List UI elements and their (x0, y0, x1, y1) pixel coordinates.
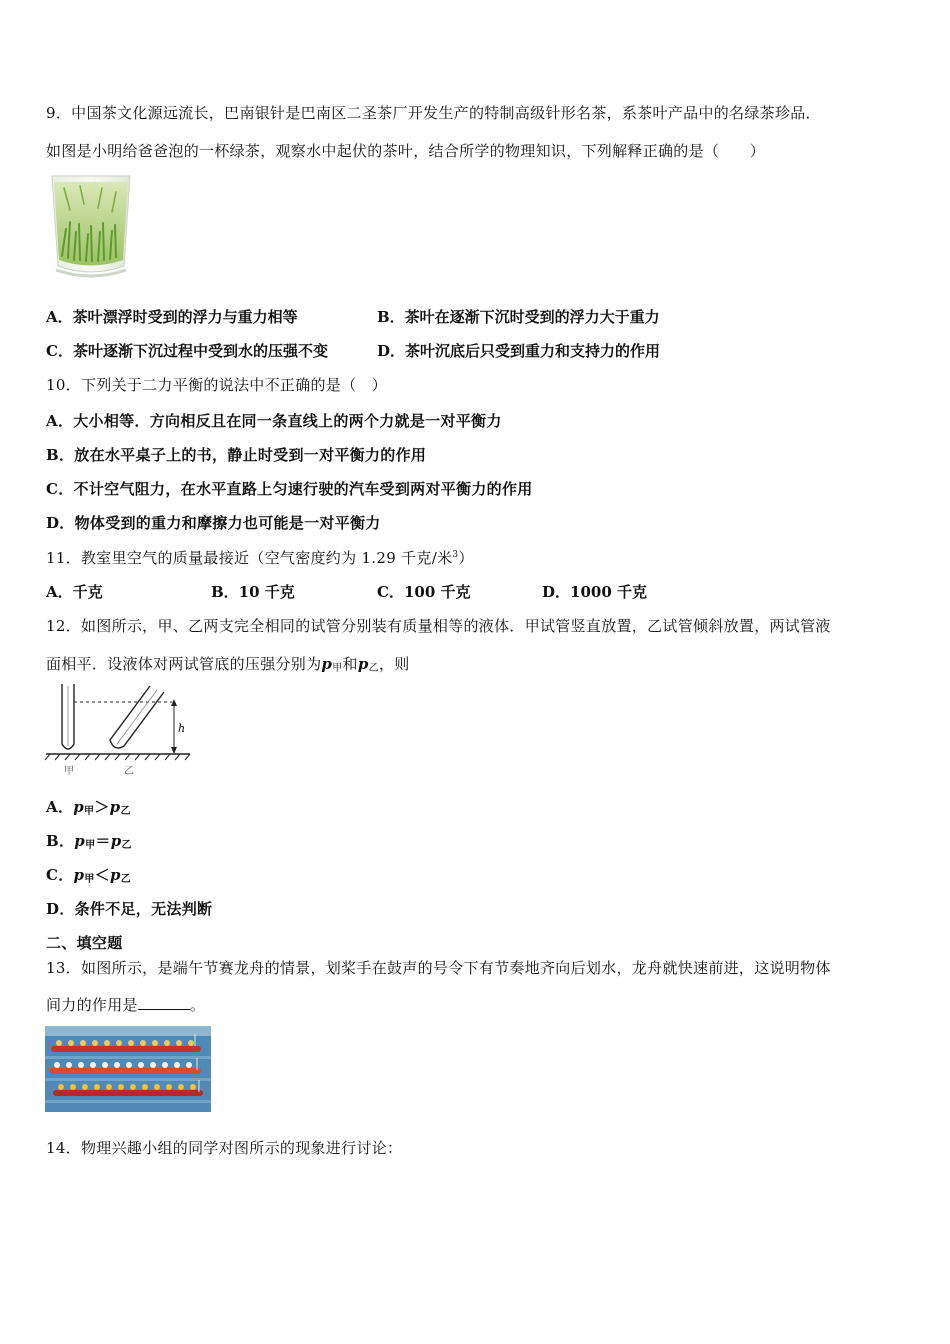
q11-option-b: B．10 千克 (211, 583, 295, 601)
fig-label-h: h (178, 722, 186, 735)
q12-stem-line2 (46, 653, 410, 674)
dragon-boat-race-image (45, 1026, 211, 1112)
q11-stem-end: ） (458, 549, 474, 567)
q12-c-p-yi: p (109, 866, 121, 884)
q12-stem-line1: 12．如图所示，甲、乙两支完全相同的试管分别装有质量相等的液体．甲试管竖直放置，乙试管倾斜放置，两试管液 (46, 617, 831, 635)
q11-option-a: A．千克 (46, 583, 103, 601)
q9-option-d: D．茶叶沉底后只受到重力和支持力的作用 (377, 342, 661, 360)
q13-stem-line1: 13．如图所示，是端午节赛龙舟的情景，划桨手在鼓声的号令下有节奏地齐向后划水，龙舟就快速前进，这说明物体 (46, 959, 831, 977)
q11-option-d: D．1000 千克 (542, 583, 647, 601)
q10-option-b: B．放在水平桌子上的书，静止时受到一对平衡力的作用 (46, 446, 427, 464)
q10-option-a: A．大小相等．方向相反且在同一条直线上的两个力就是一对平衡力 (46, 412, 502, 430)
q12-c-sub-jia: 甲 (84, 874, 95, 885)
q9-stem-line1: 9．中国茶文化源远流长，巴南银针是巴南区二圣茶厂开发生产的特制高级针形名茶，系茶叶产品中的名绿茶珍品． (46, 104, 821, 122)
q10-option-c: C．不计空气阻力，在水平直路上匀速行驶的汽车受到两对平衡力的作用 (46, 480, 533, 498)
q12-option-a-label: A． (46, 798, 74, 816)
q12-b-sub-jia: 甲 (85, 840, 96, 851)
q12-stem2-post: ，则 (378, 655, 410, 673)
q12-option-c (46, 864, 131, 885)
section-title: 二、填空题 (46, 934, 123, 952)
q12-a-p-yi: p (109, 798, 121, 816)
q9-stem-line2: 如图是小明给爸爸泡的一杯绿茶，观察水中起伏的茶叶，结合所学的物理知识，下列解释正确的是（ ） (46, 142, 766, 160)
q10-option-d: D．物体受到的重力和摩擦力也可能是一对平衡力 (46, 514, 381, 532)
q12-and: 和 (342, 655, 358, 673)
q9-option-c: C．茶叶逐渐下沉过程中受到水的压强不变 (46, 342, 328, 360)
q10-stem: 10．下列关于二力平衡的说法中不正确的是（ ） (46, 376, 387, 394)
q12-b-sub-yi: 乙 (121, 840, 132, 851)
q11-stem-superscript: 3 (452, 550, 459, 560)
q12-a-p-jia: p (73, 798, 85, 816)
q12-option-d: D．条件不足，无法判断 (46, 900, 213, 918)
q12-option-b (46, 830, 132, 851)
q12-c-sub-yi: 乙 (120, 874, 132, 885)
q12-var-p-jia: p (321, 655, 333, 673)
q12-sub-jia: 甲 (332, 663, 343, 674)
q12-stem2-pre: 面相平．设液体对两试管底的压强分别为 (46, 655, 322, 673)
q12-b-p-yi: p (110, 832, 122, 850)
q12-a-sub-yi: 乙 (120, 806, 131, 817)
q12-option-b-label: B． (46, 832, 75, 850)
q11-stem (46, 547, 474, 568)
q13-stem2-end: 。 (189, 996, 206, 1014)
q12-b-relation: ＝ (95, 832, 111, 850)
q12-sub-yi: 乙 (368, 663, 379, 674)
fig-label-yi: 乙 (124, 766, 134, 776)
fig-label-jia: 甲 (64, 766, 74, 776)
q11-stem-text: 11．教室里空气的质量最接近（空气密度约为 1.29 千克/米 (46, 549, 453, 567)
q12-c-relation: ＜ (94, 866, 110, 884)
q12-var-p-yi: p (357, 655, 369, 673)
q9-option-b: B．茶叶在逐渐下沉时受到的浮力大于重力 (377, 308, 660, 326)
green-tea-glass-image (50, 174, 132, 280)
q12-c-p-jia: p (73, 866, 85, 884)
q13-stem-line2 (46, 994, 205, 1015)
q12-option-c-label: C． (46, 866, 74, 884)
q11-option-c: C．100 千克 (377, 583, 471, 601)
test-tube-diagram (44, 682, 194, 776)
q12-b-p-jia: p (74, 832, 86, 850)
q12-option-a (46, 796, 131, 817)
q13-stem2-text: 间力的作用是 (46, 996, 138, 1014)
q12-a-relation: ＞ (94, 798, 110, 816)
q9-option-a: A．茶叶漂浮时受到的浮力与重力相等 (46, 308, 298, 326)
q12-a-sub-jia: 甲 (84, 806, 95, 817)
q13-answer-blank[interactable] (138, 997, 190, 1010)
q14-stem: 14．物理兴趣小组的同学对图所示的现象进行讨论： (46, 1139, 403, 1157)
